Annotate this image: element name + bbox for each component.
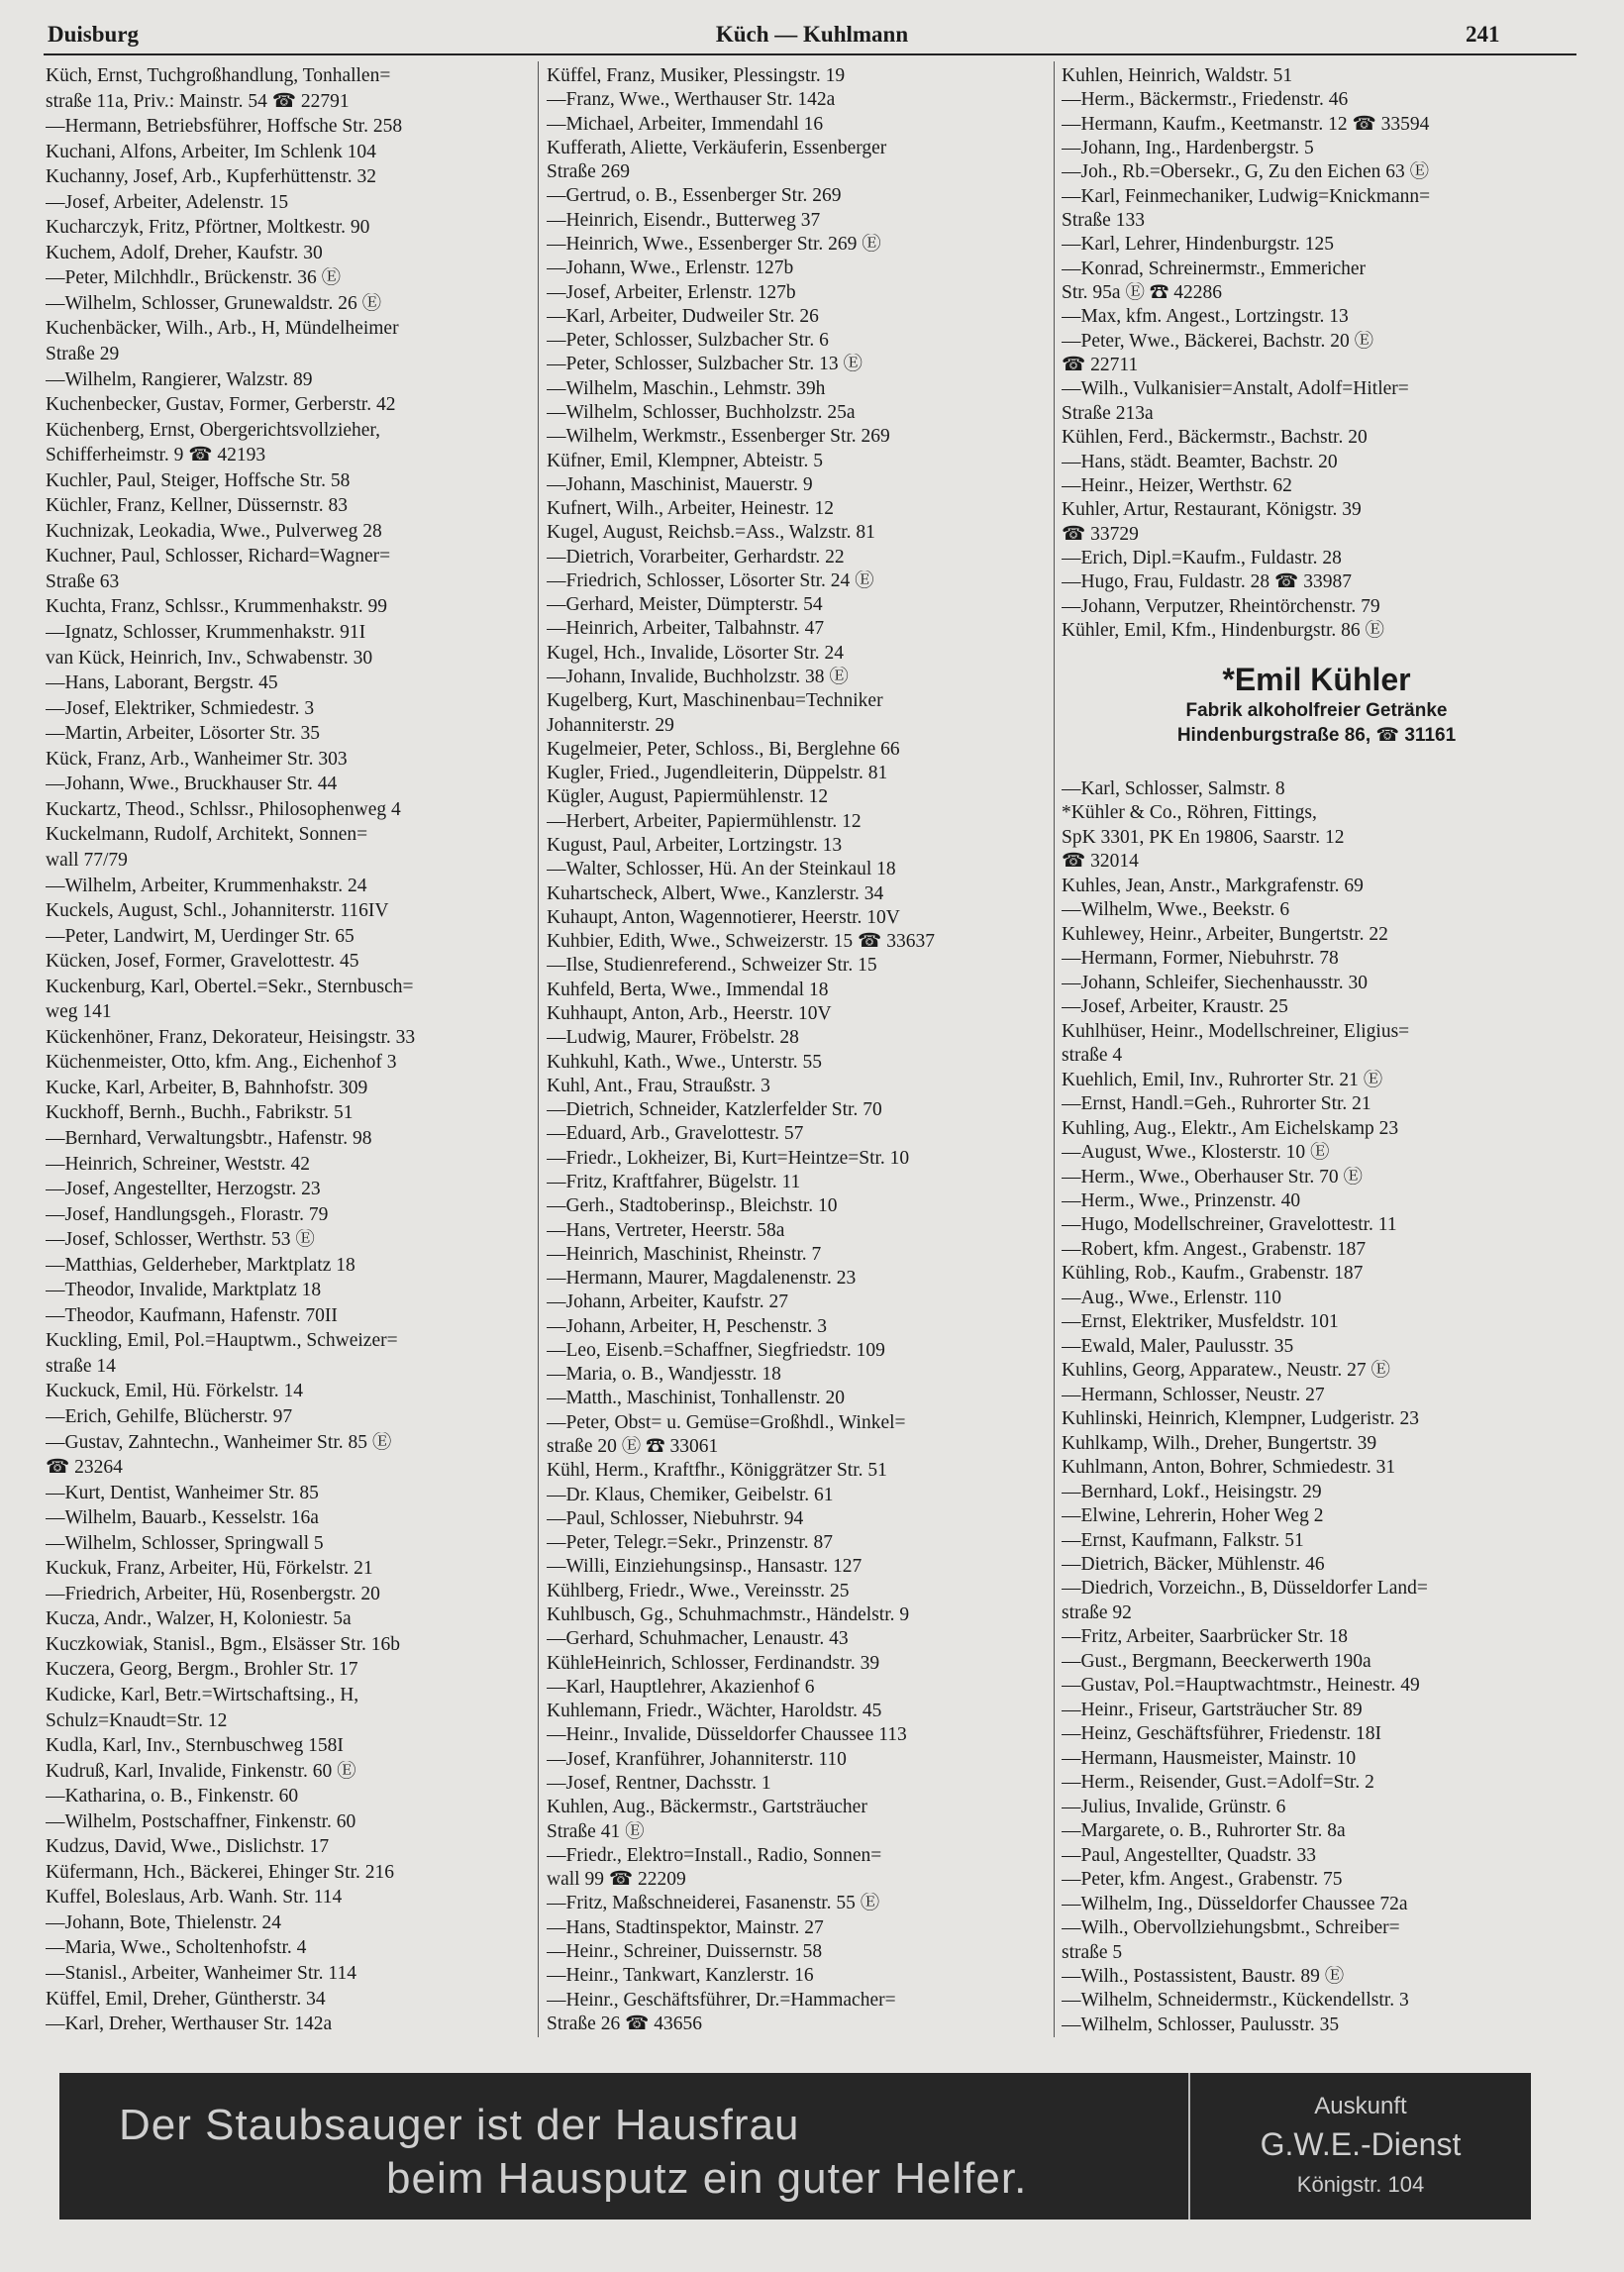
directory-entry-line: Kudicke, Karl, Betr.=Wirtschaftsing., H, xyxy=(46,1685,359,1705)
advert-line-1: Fabrik alkoholfreier Getränke xyxy=(1185,700,1448,721)
directory-entry-line: Kuhles, Jean, Anstr., Markgrafenstr. 69 xyxy=(1062,875,1364,896)
banner-info-address: Königstr. 104 xyxy=(1296,2172,1425,2197)
directory-entry-line: —Fritz, Arbeiter, Saarbrücker Str. 18 xyxy=(1062,1626,1348,1648)
directory-entry-line: —Erich, Dipl.=Kaufm., Fuldastr. 28 xyxy=(1062,547,1342,568)
directory-entry-line: Kuhlkamp, Wilh., Dreher, Bungertstr. 39 xyxy=(1062,1432,1377,1454)
directory-column-2 xyxy=(547,65,1047,2036)
directory-entry-line: Kuckenburg, Karl, Obertel.=Sekr., Sternbusch= xyxy=(46,976,414,997)
directory-entry-line: Kugust, Paul, Arbeiter, Lortzingstr. 13 xyxy=(547,835,843,856)
directory-entry-line: Kuhlewey, Heinr., Arbeiter, Bungertstr. 22 xyxy=(1062,923,1388,945)
directory-entry-line: Kühlen, Ferd., Bäckermstr., Bachstr. 20 xyxy=(1062,427,1368,449)
header-city: Duisburg xyxy=(48,22,140,47)
directory-entry-line: Kügler, August, Papiermühlenstr. 12 xyxy=(547,786,829,808)
directory-entry-line: —Josef, Arbeiter, Erlenstr. 127b xyxy=(547,281,796,303)
directory-entry-line: —Heinr., Friseur, Gartsträucher Str. 89 xyxy=(1062,1699,1363,1720)
directory-entry-line: —Eduard, Arb., Gravelottestr. 57 xyxy=(547,1123,804,1145)
directory-entry-line: ☎ 22711 xyxy=(1062,355,1139,376)
directory-entry-line: —Heinrich, Eisendr., Butterweg 37 xyxy=(547,209,821,231)
directory-entry-line: —Bernhard, Lokf., Heisingstr. 29 xyxy=(1062,1481,1322,1502)
directory-entry-line: —Paul, Schlosser, Niebuhrstr. 94 xyxy=(547,1507,804,1529)
directory-entry-line: —Gerhard, Meister, Dümpterstr. 54 xyxy=(547,594,823,616)
directory-entry-line: —Aug., Wwe., Erlenstr. 110 xyxy=(1062,1287,1282,1308)
directory-entry-line: —Ernst, Handl.=Geh., Ruhrorter Str. 21 xyxy=(1062,1093,1371,1115)
directory-entry-line: —Walter, Schlosser, Hü. An der Steinkaul 18 xyxy=(547,859,896,880)
directory-entry-line: —Dr. Klaus, Chemiker, Geibelstr. 61 xyxy=(547,1484,834,1505)
directory-entry-line: Kuhaupt, Anton, Wagennotierer, Heerstr. 10V xyxy=(547,906,900,928)
directory-entry-line: —Martin, Arbeiter, Lösorter Str. 35 xyxy=(46,723,321,745)
directory-entry-line: Schifferheimstr. 9 ☎ 42193 xyxy=(46,445,266,466)
directory-entry-line: Kuhlemann, Friedr., Wächter, Haroldstr. 45 xyxy=(547,1701,882,1722)
directory-entry-line: Kuhler, Artur, Restaurant, Königstr. 39 xyxy=(1062,499,1362,521)
directory-entry-line: —Hans, Vertreter, Heerstr. 58a xyxy=(547,1219,785,1241)
directory-entry-line: —Dietrich, Schneider, Katzlerfelder Str. 70 xyxy=(547,1099,882,1121)
directory-entry-line: —Gustav, Zahntechn., Wanheimer Str. 85 Ⓔ xyxy=(46,1431,392,1453)
directory-entry-line: —Wilh., Vulkanisier=Anstalt, Adolf=Hitler= xyxy=(1062,378,1409,400)
directory-entry-line: Kugel, Hch., Invalide, Lösorter Str. 24 xyxy=(547,642,845,664)
directory-entry-line: Kuckling, Emil, Pol.=Hauptwm., Schweizer= xyxy=(46,1330,398,1352)
directory-entry-line: —Ludwig, Maurer, Fröbelstr. 28 xyxy=(547,1027,799,1049)
directory-entry-line: —Heinrich, Arbeiter, Talbahnstr. 47 xyxy=(547,618,825,640)
directory-entry-line: —Robert, kfm. Angest., Grabenstr. 187 xyxy=(1062,1238,1367,1260)
directory-entry-line: —Johann, Schleifer, Siechenhausstr. 30 xyxy=(1062,972,1368,993)
directory-entry-line: Kühlberg, Friedr., Wwe., Vereinsstr. 25 xyxy=(547,1580,850,1601)
directory-entry-line: —Wilhelm, Schlosser, Springwall 5 xyxy=(46,1532,324,1554)
page-number: 241 xyxy=(1466,22,1500,47)
directory-entry-line: —Diedrich, Vorzeichn., B, Düsseldorfer Land= xyxy=(1062,1578,1428,1600)
advert-line-2: Hindenburgstraße 86, ☎ 31161 xyxy=(1176,725,1457,746)
banner-info-name: G.W.E.-Dienst xyxy=(1260,2126,1462,2162)
directory-entry-line: —Heinr., Heizer, Werthstr. 62 xyxy=(1062,474,1292,496)
directory-entry-line: straße 20 Ⓔ ☎ 33061 xyxy=(547,1436,719,1458)
directory-entry-line: —Franz, Wwe., Werthauser Str. 142a xyxy=(547,89,836,111)
directory-entry-line: —Maria, Wwe., Scholtenhofstr. 4 xyxy=(46,1937,307,1959)
directory-entry-line: Kuhbier, Edith, Wwe., Schweizerstr. 15 ☎ 33637 xyxy=(547,931,935,953)
directory-entry-line: —Hans, Laborant, Bergstr. 45 xyxy=(46,672,278,694)
advert-name: *Emil Kühler xyxy=(1222,662,1411,697)
directory-entry-line: —Wilhelm, Rangierer, Walzstr. 89 xyxy=(46,368,313,390)
directory-entry-line: Kuhling, Aug., Elektr., Am Eichelskamp 23 xyxy=(1062,1117,1399,1139)
directory-entry-line: —Heinr., Invalide, Düsseldorfer Chaussee 113 xyxy=(547,1724,907,1746)
directory-entry-line: —Heinrich, Maschinist, Rheinstr. 7 xyxy=(547,1243,822,1265)
directory-entry-line: Kuckelmann, Rudolf, Architekt, Sonnen= xyxy=(46,824,368,846)
directory-entry-line: Küffel, Franz, Musiker, Plessingstr. 19 xyxy=(547,65,846,86)
directory-entry-line: Kuhlen, Heinrich, Waldstr. 51 xyxy=(1062,65,1293,86)
directory-entry-line: —Ignatz, Schlosser, Krummenhakstr. 91I xyxy=(46,622,366,644)
directory-entry-line: —Hermann, Betriebsführer, Hoffsche Str. 258 xyxy=(46,116,403,138)
directory-entry-line: Kuckuck, Emil, Hü. Förkelstr. 14 xyxy=(46,1381,303,1402)
directory-entry-line: —Heinz, Geschäftsführer, Friedenstr. 18I xyxy=(1062,1723,1382,1745)
directory-entry-line: Kuhlen, Aug., Bäckermstr., Gartsträucher xyxy=(547,1797,867,1818)
directory-entry-line: —Margarete, o. B., Ruhrorter Str. 8a xyxy=(1062,1820,1346,1842)
directory-entry-line: —Konrad, Schreinermstr., Emmericher xyxy=(1062,258,1367,279)
directory-entry-line: —Josef, Handlungsgeh., Florastr. 79 xyxy=(46,1203,329,1225)
directory-entry-line: Küchler, Franz, Kellner, Düssernstr. 83 xyxy=(46,495,348,517)
directory-entry-line: —Peter, Schlosser, Sulzbacher Str. 6 xyxy=(547,330,829,352)
directory-entry-line: —Wilhelm, Schlosser, Paulusstr. 35 xyxy=(1062,2014,1340,2035)
directory-entry-line: Kugler, Fried., Jugendleiterin, Düppelstr. 81 xyxy=(547,763,888,784)
directory-entry-line: —Hermann, Schlosser, Neustr. 27 xyxy=(1062,1384,1325,1405)
directory-entry-line: Kuczera, Georg, Bergm., Brohler Str. 17 xyxy=(46,1659,358,1681)
directory-entry-line: —Wilhelm, Postschaffner, Finkenstr. 60 xyxy=(46,1810,356,1832)
directory-entry-line: —Friedr., Lokheizer, Bi, Kurt=Heintze=Str. 10 xyxy=(547,1147,910,1169)
directory-entry-line: —Paul, Angestellter, Quadstr. 33 xyxy=(1062,1844,1317,1866)
directory-entry-line: —Wilhelm, Schneidermstr., Kückendellstr. 3 xyxy=(1062,1990,1409,2012)
directory-entry-line: —Ernst, Elektriker, Musfeldstr. 101 xyxy=(1062,1311,1339,1333)
directory-entry-line: Kudzus, David, Wwe., Dislichstr. 17 xyxy=(46,1836,330,1858)
directory-entry-line: —Johann, Ing., Hardenbergstr. 5 xyxy=(1062,138,1314,159)
directory-entry-line: —Johann, Bote, Thielenstr. 24 xyxy=(46,1911,281,1933)
directory-entry-line: —Peter, kfm. Angest., Grabenstr. 75 xyxy=(1062,1869,1343,1891)
directory-entry-line: Kufnert, Wilh., Arbeiter, Heinestr. 12 xyxy=(547,498,834,520)
directory-entry-line: Kuckuk, Franz, Arbeiter, Hü, Förkelstr. 21 xyxy=(46,1558,373,1580)
directory-entry-line: —Gerh., Stadtoberinsp., Bleichstr. 10 xyxy=(547,1195,838,1217)
directory-entry-line: —Wilhelm, Wwe., Beekstr. 6 xyxy=(1062,899,1290,921)
directory-entry-line: —Leo, Eisenb.=Schaffner, Siegfriedstr. 109 xyxy=(547,1339,885,1361)
directory-entry-line: —Johann, Invalide, Buchholzstr. 38 Ⓔ xyxy=(547,667,849,688)
footer-advertisement-banner xyxy=(59,2073,1531,2220)
directory-entry-line: —Friedrich, Schlosser, Lösorter Str. 24 Ⓔ xyxy=(547,569,874,591)
directory-entry-line: —Hermann, Maurer, Magdalenenstr. 23 xyxy=(547,1268,857,1290)
directory-entry-line: —Wilhelm, Bauarb., Kesselstr. 16a xyxy=(46,1507,319,1529)
directory-entry-line: —Katharina, o. B., Finkenstr. 60 xyxy=(46,1786,299,1807)
directory-entry-line: Str. 95a Ⓔ ☎ 42286 xyxy=(1062,282,1222,304)
directory-entry-line: Kucharczyk, Fritz, Pförtner, Moltkestr. 90 xyxy=(46,217,370,239)
directory-entry-line: —Josef, Kranführer, Johanniterstr. 110 xyxy=(547,1748,847,1770)
directory-entry-line: —Gust., Bergmann, Beeckerwerth 190a xyxy=(1062,1650,1371,1672)
directory-entry-line: —Michael, Arbeiter, Immendahl 16 xyxy=(547,113,824,135)
banner-slogan-line-1: Der Staubsauger ist der Hausfrau xyxy=(119,2101,800,2149)
directory-entry-line: —Josef, Arbeiter, Adelenstr. 15 xyxy=(46,191,289,213)
directory-entry-line: Kuhlinski, Heinrich, Klempner, Ludgeristr. 23 xyxy=(1062,1408,1419,1430)
directory-entry-line: —Heinr., Tankwart, Kanzlerstr. 16 xyxy=(547,1965,814,1987)
directory-entry-line: —Peter, Telegr.=Sekr., Prinzenstr. 87 xyxy=(547,1532,834,1554)
directory-entry-line: —Stanisl., Arbeiter, Wanheimer Str. 114 xyxy=(46,1963,356,1985)
directory-entry-line: straße 92 xyxy=(1062,1601,1132,1623)
directory-entry-line: Kuckartz, Theod., Schlssr., Philosophenweg 4 xyxy=(46,798,401,820)
directory-entry-line: —Kurt, Dentist, Wanheimer Str. 85 xyxy=(46,1482,319,1503)
directory-entry-line: —Johann, Verputzer, Rheintörchenstr. 79 xyxy=(1062,595,1380,617)
directory-entry-line: —Hermann, Former, Niebuhrstr. 78 xyxy=(1062,948,1339,970)
directory-entry-line: —Dietrich, Vorarbeiter, Gerhardstr. 22 xyxy=(547,546,845,568)
directory-entry-line: —August, Wwe., Klosterstr. 10 Ⓔ xyxy=(1062,1142,1330,1164)
directory-entry-line: —Heinrich, Schreiner, Weststr. 42 xyxy=(46,1153,310,1175)
directory-entry-line: Kuhkuhl, Kath., Wwe., Unterstr. 55 xyxy=(547,1051,823,1073)
directory-entry-line: Kudla, Karl, Inv., Sternbuschweg 158I xyxy=(46,1735,344,1757)
directory-entry-line: —Friedr., Elektro=Install., Radio, Sonnen= xyxy=(547,1844,882,1866)
directory-entry-line: Küchenmeister, Otto, kfm. Ang., Eichenhof 3 xyxy=(46,1052,397,1074)
directory-entry-line: —Karl, Arbeiter, Dudweiler Str. 26 xyxy=(547,305,819,327)
directory-entry-line: ☎ 23264 xyxy=(46,1457,123,1479)
directory-entry-line: Straße 63 xyxy=(46,570,120,592)
directory-entry-line: Kuckels, August, Schl., Johanniterstr. 116IV xyxy=(46,900,389,922)
column-divider xyxy=(1054,61,1055,2037)
directory-entry-line: Kückenhöner, Franz, Dekorateur, Heisingstr. 33 xyxy=(46,1026,416,1048)
directory-entry-line: Straße 26 ☎ 43656 xyxy=(547,2013,702,2034)
directory-entry-line: —Karl, Hauptlehrer, Akazienhof 6 xyxy=(547,1676,815,1698)
directory-entry-line: —Wilh., Postassistent, Baustr. 89 Ⓔ xyxy=(1062,1965,1345,1987)
directory-entry-line: Straße 41 Ⓔ xyxy=(547,1820,645,1842)
directory-entry-line: —Ewald, Maler, Paulusstr. 35 xyxy=(1062,1335,1294,1357)
directory-entry-line: ☎ 33729 xyxy=(1062,523,1139,545)
directory-entry-line: van Kück, Heinrich, Inv., Schwabenstr. 30 xyxy=(46,647,373,669)
directory-entry-line: Kuczkowiak, Stanisl., Bgm., Elsässer Str. 16b xyxy=(46,1633,401,1655)
directory-entry-line: —Josef, Schlosser, Werthstr. 53 Ⓔ xyxy=(46,1229,315,1251)
directory-entry-line: —Herm., Wwe., Prinzenstr. 40 xyxy=(1062,1189,1301,1211)
directory-entry-line: —Joh., Rb.=Obersekr., G, Zu den Eichen 63 Ⓔ xyxy=(1062,161,1430,183)
directory-entry-line: straße 14 xyxy=(46,1355,116,1377)
directory-entry-line: —Ilse, Studienreferend., Schweizer Str. 15 xyxy=(547,955,877,977)
directory-entry-line: —Wilhelm, Werkmstr., Essenberger Str. 269 xyxy=(547,426,890,448)
directory-entry-line: —Gustav, Pol.=Hauptwachtmstr., Heinestr. 49 xyxy=(1062,1675,1420,1697)
directory-entry-line: —Gertrud, o. B., Essenberger Str. 269 xyxy=(547,185,842,207)
directory-entry-line: —Karl, Feinmechaniker, Ludwig=Knickmann= xyxy=(1062,185,1431,207)
directory-entry-line: —Willi, Einziehungsinsp., Hansastr. 127 xyxy=(547,1556,863,1578)
directory-entry-line: —Heinrich, Wwe., Essenberger Str. 269 Ⓔ xyxy=(547,233,881,255)
directory-entry-line: —Hermann, Kaufm., Keetmanstr. 12 ☎ 33594 xyxy=(1062,113,1430,135)
directory-entry-line: Kuhlmann, Anton, Bohrer, Schmiedestr. 31 xyxy=(1062,1457,1396,1479)
directory-entry-line: —Wilhelm, Ing., Düsseldorfer Chaussee 72a xyxy=(1062,1893,1408,1914)
directory-entry-line: Kuehlich, Emil, Inv., Ruhrorter Str. 21 Ⓔ xyxy=(1062,1069,1383,1090)
directory-entry-line: —Wilhelm, Schlosser, Grunewaldstr. 26 Ⓔ xyxy=(46,292,382,314)
directory-entry-line: Kucza, Andr., Walzer, H, Koloniestr. 5a xyxy=(46,1608,352,1630)
directory-entry-line: —Josef, Elektriker, Schmiedestr. 3 xyxy=(46,697,315,719)
directory-entry-line: weg 141 xyxy=(46,1001,112,1023)
directory-entry-line: —Josef, Angestellter, Herzogstr. 23 xyxy=(46,1179,321,1200)
directory-entry-line: KühleHeinrich, Schlosser, Ferdinandstr. 39 xyxy=(547,1652,880,1674)
directory-entry-line: —Herm., Wwe., Oberhauser Str. 70 Ⓔ xyxy=(1062,1166,1363,1188)
directory-entry-line: —Peter, Milchhdlr., Brückenstr. 36 Ⓔ xyxy=(46,267,342,289)
directory-entry-line: —Theodor, Kaufmann, Hafenstr. 70II xyxy=(46,1304,338,1326)
directory-entry-line: —Bernhard, Verwaltungsbtr., Hafenstr. 98 xyxy=(46,1127,372,1149)
directory-entry-line: Kuchenbäcker, Wilh., Arb., H, Mündelheimer xyxy=(46,318,399,340)
directory-entry-line: *Kühler & Co., Röhren, Fittings, xyxy=(1062,802,1317,824)
directory-entry-line: —Max, kfm. Angest., Lortzingstr. 13 xyxy=(1062,306,1349,328)
directory-entry-line: —Herm., Bäckermstr., Friedenstr. 46 xyxy=(1062,89,1349,111)
directory-entry-line: Küfner, Emil, Klempner, Abteistr. 5 xyxy=(547,450,823,471)
directory-entry-line: —Matthias, Gelderheber, Marktplatz 18 xyxy=(46,1254,355,1276)
directory-entry-line: —Josef, Arbeiter, Kraustr. 25 xyxy=(1062,996,1288,1018)
directory-entry-line: Kuhl, Ant., Frau, Straußstr. 3 xyxy=(547,1075,770,1096)
directory-entry-line: —Elwine, Lehrerin, Hoher Weg 2 xyxy=(1062,1505,1324,1527)
directory-entry-line: Kuffel, Boleslaus, Arb. Wanh. Str. 114 xyxy=(46,1887,343,1909)
directory-entry-line: Kuhartscheck, Albert, Wwe., Kanzlerstr. 34 xyxy=(547,882,884,904)
directory-entry-line: Kuchler, Paul, Steiger, Hoffsche Str. 58 xyxy=(46,469,351,491)
banner-slogan-line-2: beim Hausputz ein guter Helfer. xyxy=(386,2154,1028,2203)
column-divider xyxy=(538,61,539,2037)
directory-column-1 xyxy=(46,65,531,2036)
directory-entry-line: —Friedrich, Arbeiter, Hü, Rosenbergstr. 20 xyxy=(46,1583,380,1604)
directory-entry-line: Kuchenbecker, Gustav, Former, Gerberstr. 42 xyxy=(46,394,396,416)
directory-entry-line: —Wilh., Obervollziehungsbmt., Schreiber= xyxy=(1062,1917,1400,1939)
directory-entry-line: Kuchta, Franz, Schlssr., Krummenhakstr. 99 xyxy=(46,596,387,618)
directory-entry-line: Kuchem, Adolf, Dreher, Kaufstr. 30 xyxy=(46,242,323,263)
directory-entry-line: Kück, Franz, Arb., Wanheimer Str. 303 xyxy=(46,748,348,770)
directory-entry-line: Kudruß, Karl, Invalide, Finkenstr. 60 Ⓔ xyxy=(46,1760,356,1782)
directory-entry-line: —Peter, Wwe., Bäckerei, Bachstr. 20 Ⓔ xyxy=(1062,330,1374,352)
directory-entry-line: Kühling, Rob., Kaufm., Grabenstr. 187 xyxy=(1062,1263,1364,1285)
directory-entry-line: —Karl, Dreher, Werthauser Str. 142a xyxy=(46,2014,333,2035)
directory-entry-line: Kuchner, Paul, Schlosser, Richard=Wagner= xyxy=(46,546,391,568)
directory-entry-line: Küchenberg, Ernst, Obergerichtsvollzieher, xyxy=(46,419,381,441)
directory-entry-line: Straße 29 xyxy=(46,344,120,365)
directory-entry-line: Küfermann, Hch., Bäckerei, Ehinger Str. 216 xyxy=(46,1861,394,1883)
directory-entry-line: —Johann, Wwe., Erlenstr. 127b xyxy=(547,258,794,279)
directory-entry-line: —Johann, Wwe., Bruckhauser Str. 44 xyxy=(46,774,338,795)
directory-entry-line: Straße 213a xyxy=(1062,402,1154,424)
directory-entry-line: wall 99 ☎ 22209 xyxy=(547,1869,686,1891)
directory-entry-line: Kuchanny, Josef, Arb., Kupferhüttenstr. 32 xyxy=(46,166,376,188)
directory-entry-line: —Johann, Maschinist, Mauerstr. 9 xyxy=(547,473,813,495)
directory-entry-line: Schulz=Knaudt=Str. 12 xyxy=(46,1709,228,1731)
directory-entry-line: —Peter, Obst= u. Gemüse=Großhdl., Winkel= xyxy=(547,1411,906,1433)
directory-entry-line: wall 77/79 xyxy=(46,849,128,871)
directory-entry-line: —Hermann, Hausmeister, Mainstr. 10 xyxy=(1062,1747,1357,1769)
directory-entry-line: SpK 3301, PK En 19806, Saarstr. 12 xyxy=(1062,826,1345,848)
directory-entry-line: Kücken, Josef, Former, Gravelottestr. 45 xyxy=(46,951,359,973)
banner-info-label: Auskunft xyxy=(1314,2093,1407,2119)
header-rule xyxy=(44,53,1576,55)
directory-entry-line: —Heinr., Geschäftsführer, Dr.=Hammacher= xyxy=(547,1989,896,2011)
directory-entry-line: Kuckhoff, Bernh., Buchh., Fabrikstr. 51 xyxy=(46,1102,354,1124)
directory-entry-line: —Wilhelm, Arbeiter, Krummenhakstr. 24 xyxy=(46,875,367,896)
directory-entry-line: Kuhfeld, Berta, Wwe., Immendal 18 xyxy=(547,979,829,1000)
directory-entry-line: Johanniterstr. 29 xyxy=(547,714,674,736)
directory-entry-line: Straße 133 xyxy=(1062,210,1145,232)
directory-column-3-top xyxy=(1062,65,1572,642)
directory-entry-line: —Josef, Rentner, Dachsstr. 1 xyxy=(547,1772,771,1794)
directory-entry-line: —Herbert, Arbeiter, Papiermühlenstr. 12 xyxy=(547,810,862,832)
directory-entry-line: —Hans, städt. Beamter, Bachstr. 20 xyxy=(1062,451,1338,472)
directory-entry-line: —Wilhelm, Maschin., Lehmstr. 39h xyxy=(547,377,826,399)
directory-entry-line: Kufferath, Aliette, Verkäuferin, Essenberger xyxy=(547,137,887,158)
directory-entry-line: Kuhlins, Georg, Apparatew., Neustr. 27 Ⓔ xyxy=(1062,1360,1390,1382)
directory-entry-line: —Johann, Arbeiter, Kaufstr. 27 xyxy=(547,1291,789,1313)
directory-entry-line: —Hans, Stadtinspektor, Mainstr. 27 xyxy=(547,1916,824,1938)
header-name-range: Küch — Kuhlmann xyxy=(715,22,909,47)
directory-entry-line: straße 5 xyxy=(1062,1941,1123,1963)
directory-entry-line: —Hugo, Modellschreiner, Gravelottestr. 11 xyxy=(1062,1214,1397,1236)
directory-entry-line: —Theodor, Invalide, Marktplatz 18 xyxy=(46,1280,322,1301)
directory-entry-line: Küffel, Emil, Dreher, Güntherstr. 34 xyxy=(46,1988,326,2010)
directory-entry-line: ☎ 32014 xyxy=(1062,851,1139,873)
directory-entry-line: —Ernst, Kaufmann, Falkstr. 51 xyxy=(1062,1529,1304,1551)
directory-entry-line: —Peter, Landwirt, M, Uerdinger Str. 65 xyxy=(46,925,355,947)
directory-entry-line: Kugelmeier, Peter, Schloss., Bi, Berglehne 66 xyxy=(547,738,900,760)
directory-entry-line: Kühl, Herm., Kraftfhr., Königgrätzer Str. 51 xyxy=(547,1460,887,1482)
directory-entry-line: —Herm., Reisender, Gust.=Adolf=Str. 2 xyxy=(1062,1772,1374,1794)
directory-entry-line: —Peter, Schlosser, Sulzbacher Str. 13 Ⓔ xyxy=(547,354,863,375)
directory-entry-line: —Karl, Schlosser, Salmstr. 8 xyxy=(1062,778,1285,799)
directory-entry-line: —Dietrich, Bäcker, Mühlenstr. 46 xyxy=(1062,1554,1325,1575)
directory-entry-line: —Wilhelm, Schlosser, Buchholzstr. 25a xyxy=(547,401,856,423)
advertisement-emil-kuehler xyxy=(1062,662,1572,747)
directory-entry-line: —Karl, Lehrer, Hindenburgstr. 125 xyxy=(1062,234,1335,256)
directory-entry-line: Kuhlhüser, Heinr., Modellschreiner, Eligius= xyxy=(1062,1020,1410,1042)
directory-entry-line: —Heinr., Schreiner, Duissernstr. 58 xyxy=(547,1940,823,1962)
directory-entry-line: straße 11a, Priv.: Mainstr. 54 ☎ 22791 xyxy=(46,90,350,112)
directory-entry-line: Kühler, Emil, Kfm., Hindenburgstr. 86 Ⓔ xyxy=(1062,619,1384,641)
directory-entry-line: Kuhhaupt, Anton, Arb., Heerstr. 10V xyxy=(547,1002,832,1024)
directory-entry-line: Kucke, Karl, Arbeiter, B, Bahnhofstr. 309 xyxy=(46,1077,368,1098)
directory-entry-line: —Matth., Maschinist, Tonhallenstr. 20 xyxy=(547,1388,846,1409)
directory-entry-line: Straße 269 xyxy=(547,161,630,183)
directory-entry-line: Kugel, August, Reichsb.=Ass., Walzstr. 81 xyxy=(547,522,875,544)
directory-entry-line: —Erich, Gehilfe, Blücherstr. 97 xyxy=(46,1405,293,1427)
directory-entry-line: —Johann, Arbeiter, H, Peschenstr. 3 xyxy=(547,1315,828,1337)
directory-entry-line: Küch, Ernst, Tuchgroßhandlung, Tonhallen= xyxy=(46,65,391,86)
directory-entry-line: —Hugo, Frau, Fuldastr. 28 ☎ 33987 xyxy=(1062,571,1352,593)
directory-entry-line: Kugelberg, Kurt, Maschinenbau=Techniker xyxy=(547,690,883,712)
directory-entry-line: —Fritz, Kraftfahrer, Bügelstr. 11 xyxy=(547,1171,801,1192)
directory-entry-line: —Julius, Invalide, Grünstr. 6 xyxy=(1062,1796,1286,1817)
directory-column-3-bottom xyxy=(1062,778,1572,2036)
directory-entry-line: Kuchnizak, Leokadia, Wwe., Pulverweg 28 xyxy=(46,520,382,542)
directory-entry-line: Kuhlbusch, Gg., Schuhmachmstr., Händelstr. 9 xyxy=(547,1604,910,1625)
directory-entry-line: straße 4 xyxy=(1062,1045,1123,1067)
directory-entry-line: —Fritz, Maßschneiderei, Fasanenstr. 55 Ⓔ xyxy=(547,1893,880,1914)
directory-entry-line: —Maria, o. B., Wandjesstr. 18 xyxy=(547,1364,781,1386)
directory-entry-line: Kuchani, Alfons, Arbeiter, Im Schlenk 104 xyxy=(46,141,376,162)
directory-entry-line: —Gerhard, Schuhmacher, Lenaustr. 43 xyxy=(547,1628,849,1650)
